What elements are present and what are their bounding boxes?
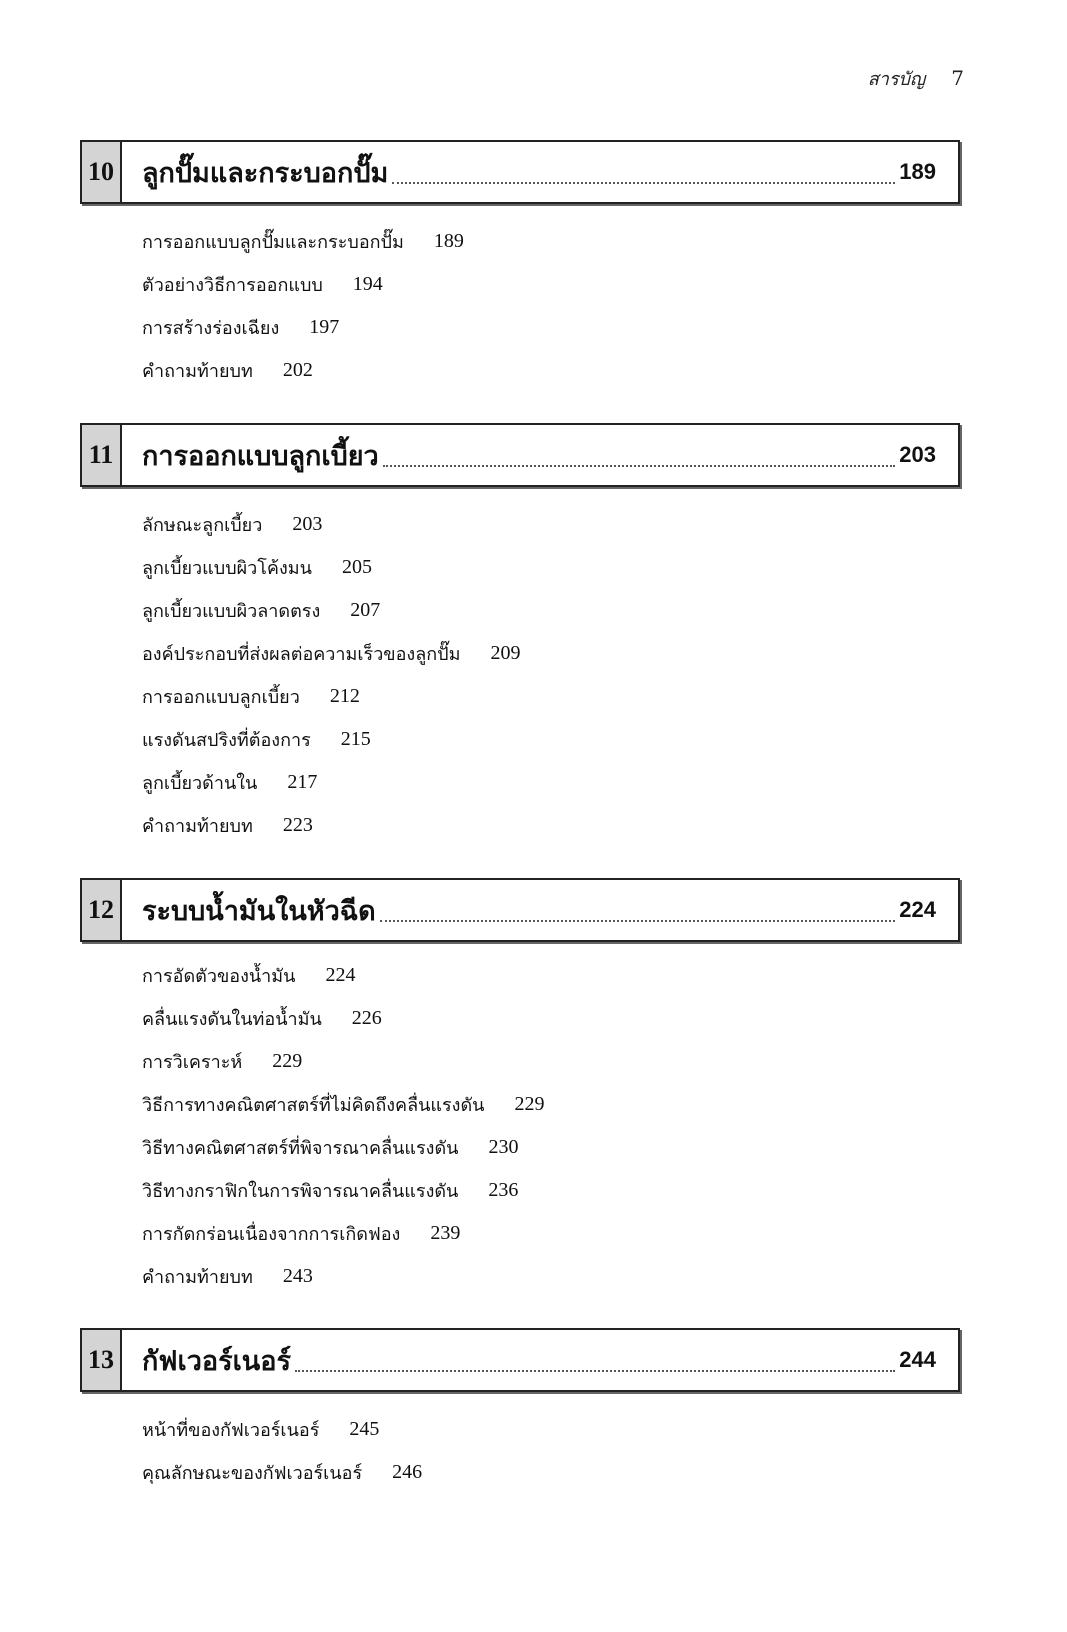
- entry-page: 189: [433, 230, 464, 252]
- chapter-13: [80, 1328, 960, 1494]
- toc-entry[interactable]: [142, 263, 960, 306]
- entry-title: ลูกเบี้ยวด้านใน: [142, 773, 258, 794]
- toc-entry[interactable]: [142, 349, 960, 392]
- page-number: 7: [951, 66, 964, 90]
- entry-page: 205: [341, 556, 372, 578]
- chapter-title-row: [122, 880, 958, 940]
- chapter-number: 13: [82, 1330, 122, 1390]
- toc-entry[interactable]: [142, 761, 960, 804]
- entry-page: 197: [309, 316, 340, 338]
- entry-page: 203: [292, 513, 323, 535]
- toc-entry[interactable]: [142, 675, 960, 718]
- entry-title: วิธีทางกราฟิกในการพิจารณาคลื่นแรงดัน: [142, 1181, 459, 1202]
- entry-page: 215: [340, 728, 371, 750]
- toc-entry[interactable]: [142, 1083, 960, 1126]
- entry-list: [80, 220, 960, 392]
- entry-page: 230: [488, 1136, 519, 1158]
- dot-leader: [295, 1370, 895, 1372]
- toc-entry[interactable]: [142, 1040, 960, 1083]
- chapter-title-row: [122, 425, 958, 485]
- chapter-10: [80, 140, 960, 392]
- entry-page: 236: [488, 1179, 519, 1201]
- entry-page: 239: [430, 1222, 461, 1244]
- entry-title: การวิเคราะห์: [142, 1052, 243, 1073]
- entry-page: 243: [282, 1265, 313, 1287]
- chapter-page: 203: [899, 442, 936, 467]
- entry-title: วิธีการทางคณิตศาสตร์ที่ไม่คิดถึงคลื่นแรงดัน: [142, 1095, 485, 1116]
- chapter-title: ลูกปั๊มและกระบอกปั๊ม: [142, 157, 389, 189]
- entry-title: การอัดตัวของน้ำมัน: [142, 966, 296, 987]
- entry-page: 246: [392, 1461, 423, 1483]
- toc-entry[interactable]: [142, 632, 960, 675]
- entry-title: ลูกเบี้ยวแบบผิวลาดตรง: [142, 601, 321, 622]
- running-header-title: สารบัญ: [867, 69, 926, 90]
- entry-title: คลื่นแรงดันในท่อน้ำมัน: [142, 1009, 322, 1030]
- entry-page: 224: [325, 964, 356, 986]
- entry-title: คำถามท้ายบท: [142, 1267, 253, 1288]
- toc-entry[interactable]: [142, 1212, 960, 1255]
- entry-page: 223: [282, 814, 313, 836]
- entry-list: [80, 503, 960, 847]
- entry-page: 245: [349, 1418, 380, 1440]
- chapter-page: 224: [899, 897, 936, 922]
- chapter-heading-box[interactable]: [80, 1328, 960, 1392]
- chapter-title: ระบบน้ำมันในหัวฉีด: [142, 895, 376, 927]
- toc-entry[interactable]: [142, 1408, 960, 1451]
- entry-page: 209: [490, 642, 521, 664]
- entry-page: 229: [514, 1093, 545, 1115]
- chapter-title-row: [122, 1330, 958, 1390]
- dot-leader: [380, 920, 896, 922]
- entry-page: 217: [287, 771, 318, 793]
- chapter-number: 11: [82, 425, 122, 485]
- chapter-11: [80, 423, 960, 847]
- chapter-heading-box[interactable]: [80, 140, 960, 204]
- entry-page: 212: [329, 685, 360, 707]
- toc-entry[interactable]: [142, 1126, 960, 1169]
- chapter-12: [80, 878, 960, 1298]
- dot-leader: [383, 465, 896, 467]
- entry-title: การกัดกร่อนเนื่องจากการเกิดฟอง: [142, 1224, 401, 1245]
- toc-entry[interactable]: [142, 589, 960, 632]
- toc-entry[interactable]: [142, 997, 960, 1040]
- toc-entry[interactable]: [142, 306, 960, 349]
- toc-entry[interactable]: [142, 954, 960, 997]
- toc-entry[interactable]: [142, 1255, 960, 1298]
- entry-title: วิธีทางคณิตศาสตร์ที่พิจารณาคลื่นแรงดัน: [142, 1138, 459, 1159]
- chapter-page: 189: [899, 159, 936, 184]
- entry-list: [80, 1408, 960, 1494]
- chapter-title-row: [122, 142, 958, 202]
- entry-page: 202: [282, 359, 313, 381]
- dot-leader: [392, 182, 895, 184]
- chapter-page: 244: [899, 1347, 936, 1372]
- entry-title: การออกแบบลูกปั๊มและกระบอกปั๊ม: [142, 232, 404, 253]
- toc-entry[interactable]: [142, 546, 960, 589]
- chapter-heading-box[interactable]: [80, 423, 960, 487]
- toc-entry[interactable]: [142, 804, 960, 847]
- toc-entry[interactable]: [142, 220, 960, 263]
- chapter-title: การออกแบบลูกเบี้ยว: [142, 440, 379, 472]
- entry-title: ลูกเบี้ยวแบบผิวโค้งมน: [142, 558, 312, 579]
- entry-title: การสร้างร่องเฉียง: [142, 318, 280, 339]
- entry-title: แรงดันสปริงที่ต้องการ: [142, 730, 311, 751]
- entry-title: องค์ประกอบที่ส่งผลต่อความเร็วของลูกปั๊ม: [142, 644, 461, 665]
- chapter-title: กัฟเวอร์เนอร์: [142, 1345, 291, 1377]
- entry-title: ตัวอย่างวิธีการออกแบบ: [142, 275, 323, 296]
- toc-entry[interactable]: [142, 1451, 960, 1494]
- entry-page: 194: [352, 273, 383, 295]
- toc-entry[interactable]: [142, 503, 960, 546]
- entry-page: 229: [272, 1050, 303, 1072]
- chapter-heading-box[interactable]: [80, 878, 960, 942]
- entry-title: คุณลักษณะของกัฟเวอร์เนอร์: [142, 1463, 363, 1484]
- entry-title: การออกแบบลูกเบี้ยว: [142, 687, 300, 708]
- entry-page: 207: [350, 599, 381, 621]
- entry-title: หน้าที่ของกัฟเวอร์เนอร์: [142, 1420, 320, 1441]
- chapter-number: 10: [82, 142, 122, 202]
- entry-title: คำถามท้ายบท: [142, 816, 253, 837]
- entry-list: [80, 954, 960, 1298]
- entry-title: ลักษณะลูกเบี้ยว: [142, 515, 263, 536]
- entry-title: คำถามท้ายบท: [142, 361, 253, 382]
- entry-page: 226: [351, 1007, 382, 1029]
- chapter-number: 12: [82, 880, 122, 940]
- toc-entry[interactable]: [142, 718, 960, 761]
- page-header: [868, 64, 964, 93]
- toc-entry[interactable]: [142, 1169, 960, 1212]
